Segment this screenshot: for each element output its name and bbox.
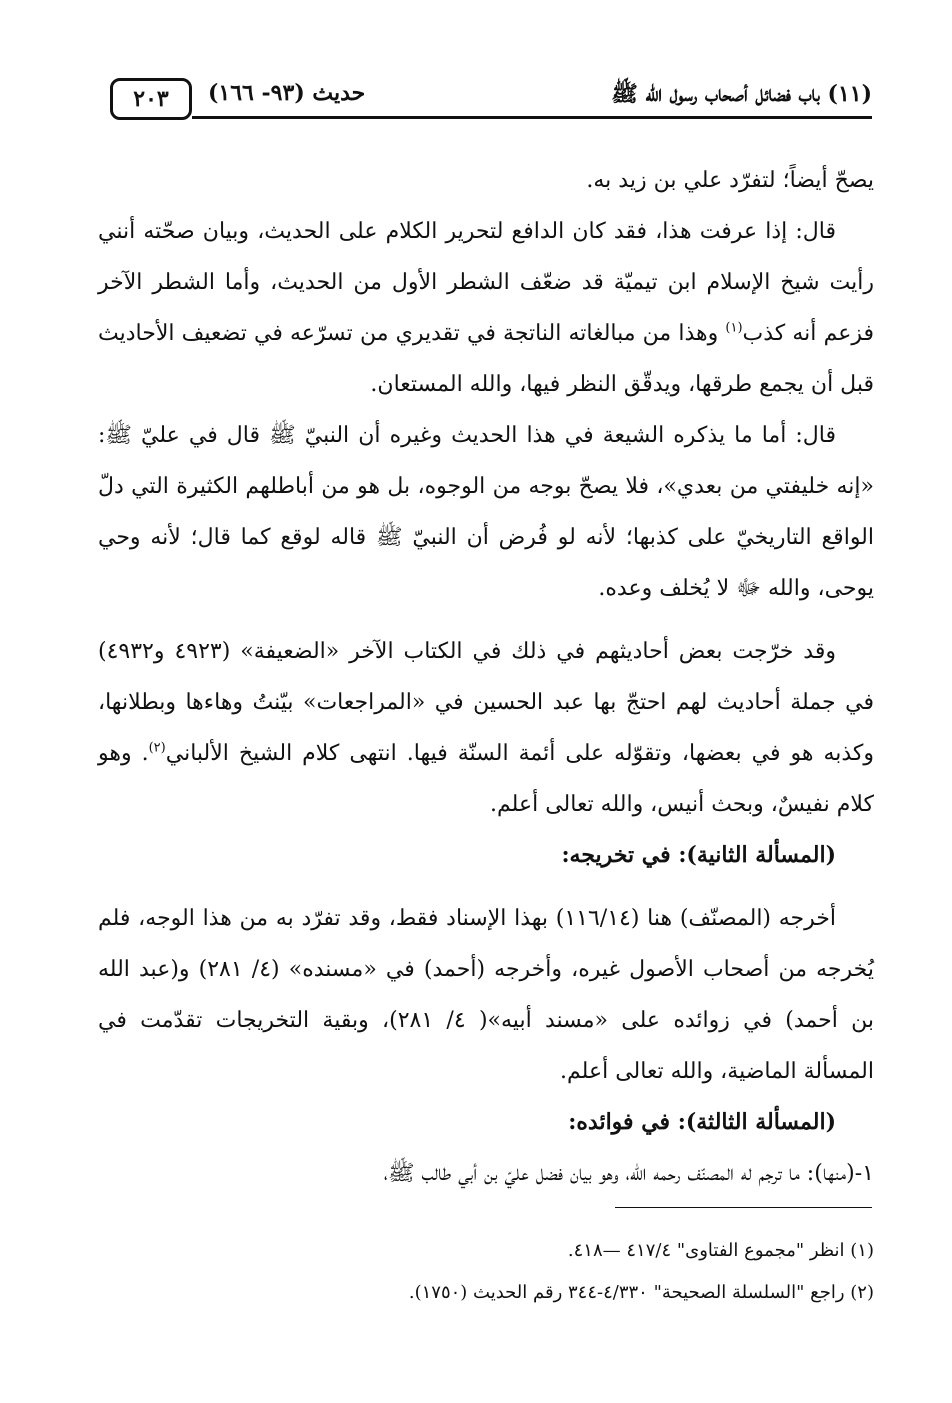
footnote-1: (١) انظر "مجموع الفتاوى" ٤١٧/٤ —٤١٨. — [567, 1240, 874, 1261]
paragraph-2-rest: وهذا من مبالغاته الناتجة في تقديري من تسرّعه في تضعيف الأحاديث قبل أن يجمع طرقها، ويدقّق النظر فيها، والله المستعان. — [98, 321, 874, 397]
section-heading-3: (المسألة الثالثة): في فوائده: — [568, 1109, 836, 1135]
main-text — [98, 155, 874, 1199]
footnote-ref-2[interactable]: (٢) — [148, 740, 166, 756]
paragraph-4-rest: . وهو كلام نفيسٌ، وبحث أنيس، والله تعالى أعلم. — [98, 741, 874, 817]
paragraph-5: أخرجه (المصنّف) هنا (١١٦/١٤) بهذا الإسناد فقط، وقد تفرّد به من هذا الوجه، فلم يُخرجه من أصحاب الأصول غيره، وأخرجه (أحمد) في «مسنده» (٤/ ٢٨١) و(عبد الله بن أحمد) في زوائده على «مسند أبيه»( ٤/ ٢٨١)، وبقية التخريجات تقدّمت في المسألة الماضية، والله تعالى أعلم. — [98, 906, 875, 1084]
paragraph-6: ١-(منها): ما ترجم له المصنّف رحمه الله، وهو بيان فضل عليّ بن أبي طالب ﷺ، — [383, 1161, 874, 1186]
hadith-range: حديث (٩٣- ١٦٦) — [208, 80, 366, 106]
header-rule — [192, 116, 872, 119]
footnote-ref-1[interactable]: (١) — [725, 320, 743, 336]
footnote-separator — [615, 1207, 872, 1208]
paragraph-3: قال: أما ما يذكره الشيعة في هذا الحديث وغيره أن النبيّ ﷺ قال في عليّ ﷺ: «إنه خليفتي من بعدي»، فلا يصحّ بوجه من الوجوه، بل هو من أباطلهم الكثيرة التي دلّ الواقع التاريخيّ على كذبها؛ لأنه لو فُرض أن النبيّ ﷺ قاله لوقع كما قال؛ لأنه وحي يوحى، والله ﷻ لا يُخلف وعده. — [98, 423, 874, 601]
section-heading-2: (المسألة الثانية): في تخريجه: — [561, 842, 836, 868]
paragraph-4-main: وقد خرّجت بعض أحاديثهم في ذلك في الكتاب الآخر «الضعيفة» (٤٩٢٣ و٤٩٣٢) في جملة أحاديث لهم احتجّ بها عبد الحسين في «المراجعات» بيّنتُ وهاءها وبطلانها، وكذبه هو في بعضها، وتقوّله على أئمة السنّة فيها. انتهى كلام الشيخ الألباني — [98, 639, 875, 766]
chapter-title: (١١) باب فضائل أصحاب رسول الله ﷺ — [611, 81, 872, 107]
footnote-2: (٢) راجع "السلسلة الصحيحة" ٤/٣٣٠-٣٤٤ رقم الحديث (١٧٥٠). — [408, 1282, 874, 1303]
paragraph-4 — [98, 626, 874, 830]
paragraph-2-main: قال: إذا عرفت هذا، فقد كان الدافع لتحرير الكلام على الحديث، وبيان صحّته أنني رأيت شيخ الإسلام ابن تيميّة قد ضعّف الشطر الأول من الحديث، وأما الشطر الآخر فزعم أنه كذب — [98, 219, 874, 346]
page-number: ٢٠٣ — [110, 78, 192, 120]
paragraph-1: يصحّ أيضاً؛ لتفرّد علي بن زيد به. — [586, 168, 874, 193]
paragraph-2 — [98, 206, 874, 410]
footnotes — [98, 1230, 874, 1314]
page-header — [100, 78, 872, 124]
